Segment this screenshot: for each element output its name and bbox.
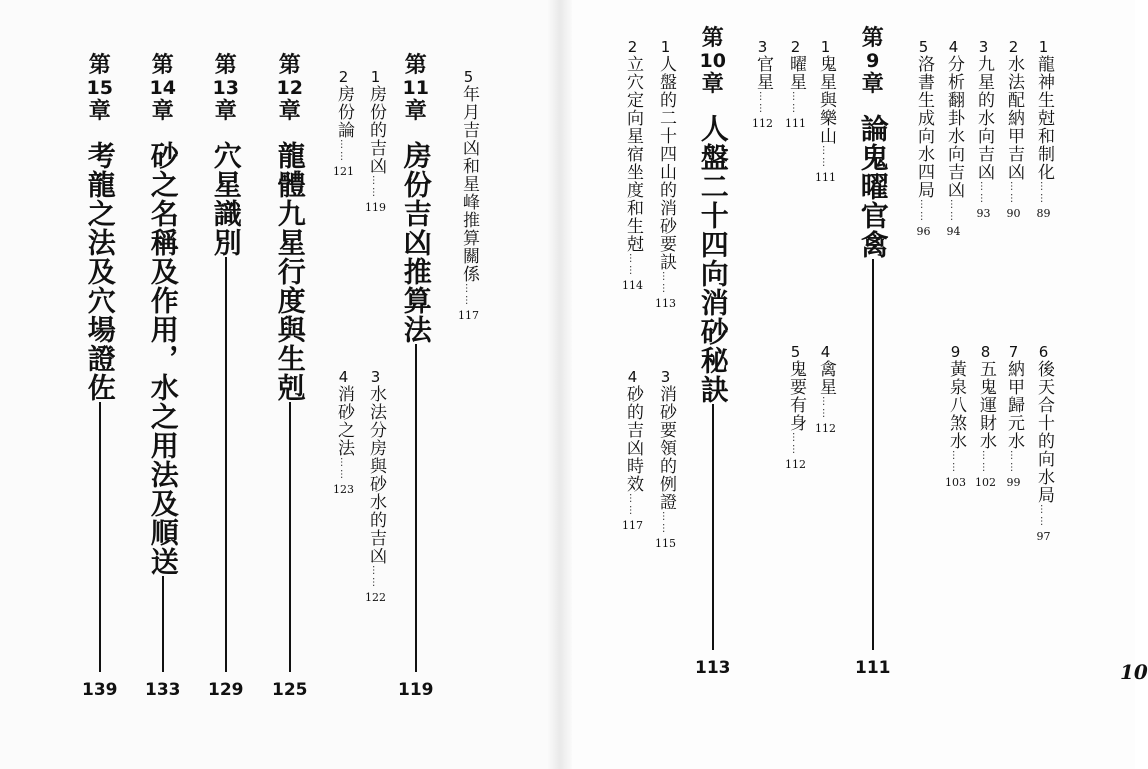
chapter-page: 111 (855, 658, 891, 678)
entry-page: 119 (365, 201, 386, 214)
chapter-suffix: 章 (88, 98, 111, 124)
chapter-suffix: 章 (861, 71, 884, 97)
leader-dots: …… (978, 181, 989, 205)
entry-title: 消砂要領的例證 (656, 385, 676, 511)
leader-dots: …… (757, 91, 768, 115)
leader-dots: …… (370, 175, 381, 199)
entry-title: 龍神生尅和制化 (1034, 55, 1054, 181)
entry-title: 後天合十的向水局 (1034, 360, 1054, 504)
entry-number: 5 (918, 38, 929, 56)
entry-page: 112 (785, 458, 806, 471)
entry-page: 112 (815, 422, 836, 435)
leader-dots: …… (370, 565, 381, 589)
entry-number: 4 (948, 38, 959, 56)
entry-title: 消砂之法 (334, 385, 354, 457)
leader-dots: …… (627, 253, 638, 277)
toc-entry (945, 40, 962, 290)
entry-page: 123 (333, 483, 354, 496)
entry-number: 2 (627, 38, 638, 56)
toc-entry (655, 370, 676, 590)
leader-dots: …… (338, 139, 349, 163)
leader-dots: …… (660, 511, 671, 535)
entry-number: 1 (1038, 38, 1049, 56)
entry-title: 納甲歸元水 (1004, 360, 1024, 450)
chapter-page: 113 (695, 658, 731, 678)
leader-dots: …… (1008, 450, 1019, 474)
chapter-number: 13 (212, 77, 239, 99)
entry-title: 年月吉凶和星峰推算關係 (459, 85, 479, 283)
entry-title: 禽星 (816, 360, 836, 396)
toc-entry (945, 345, 966, 535)
toc-entry (333, 70, 354, 210)
entry-number: 6 (1038, 343, 1049, 361)
entry-number: 4 (338, 368, 349, 386)
toc-entry (1005, 40, 1022, 275)
toc-entry (458, 70, 479, 380)
entry-page: 90 (1006, 207, 1021, 220)
chapter-number: 9 (866, 50, 880, 72)
toc-entry (915, 40, 932, 290)
leader-line (289, 402, 291, 672)
chapter-title: 房份吉凶推算法 (399, 140, 433, 344)
entry-page: 113 (655, 297, 676, 310)
chapter-suffix: 章 (151, 98, 174, 124)
chapter-title: 砂之名稱及作用，水之用法及順送 (146, 140, 180, 576)
chapter-title: 論鬼曜官禽 (856, 113, 890, 259)
entry-page: 112 (752, 117, 773, 130)
leader-dots: …… (338, 457, 349, 481)
entry-title: 人盤的二十四山的消砂要訣 (656, 55, 676, 271)
leader-dots: …… (820, 396, 831, 420)
chapter-10-heading (695, 28, 731, 678)
leader-dots: …… (660, 271, 671, 295)
entry-page: 115 (655, 537, 676, 550)
entry-number: 9 (950, 343, 961, 361)
leader-line (872, 259, 874, 650)
leader-dots: …… (463, 283, 474, 307)
entry-number: 4 (627, 368, 638, 386)
entry-page: 121 (333, 165, 354, 178)
chapter-suffix: 章 (278, 98, 301, 124)
leader-dots: …… (918, 199, 929, 223)
entry-page: 117 (458, 309, 479, 322)
entry-number: 3 (370, 368, 381, 386)
entry-title: 官星 (753, 55, 773, 91)
entry-title: 曜星 (786, 55, 806, 91)
leader-dots: …… (1038, 181, 1049, 205)
entry-page: 103 (945, 476, 966, 489)
entry-page: 97 (1036, 530, 1051, 543)
leader-dots: …… (948, 199, 959, 223)
entry-number: 3 (978, 38, 989, 56)
toc-entry (1035, 40, 1052, 275)
entry-title: 五鬼運財水 (976, 360, 996, 450)
toc-entry (785, 40, 806, 170)
leader-dots: …… (790, 91, 801, 115)
chapter-prefix: 第 (88, 53, 111, 78)
book-gutter (548, 0, 572, 769)
entry-number: 2 (338, 68, 349, 86)
toc-entry (975, 40, 992, 275)
chapter-prefix: 第 (278, 53, 301, 78)
page-number: 10 (1120, 660, 1148, 684)
entry-title: 水法分房與砂水的吉凶 (366, 385, 386, 565)
entry-page: 117 (622, 519, 643, 532)
toc-entry (785, 345, 806, 510)
leader-dots: …… (950, 450, 961, 474)
entry-title: 鬼星與樂山 (816, 55, 836, 145)
toc-entry (815, 345, 836, 470)
chapter-11-heading (398, 55, 434, 700)
entry-title: 立穴定向星宿坐度和生尅 (623, 55, 643, 253)
chapter-14-heading (145, 55, 181, 700)
entry-number: 1 (370, 68, 381, 86)
entry-title: 黃泉八煞水 (946, 360, 966, 450)
leader-line (415, 344, 417, 672)
entry-number: 7 (1008, 343, 1019, 361)
leader-dots: …… (627, 493, 638, 517)
chapter-12-heading (272, 55, 308, 700)
leader-dots: …… (820, 145, 831, 169)
entry-title: 分析翻卦水向吉凶 (944, 55, 964, 199)
entry-page: 122 (365, 591, 386, 604)
leader-line (225, 257, 227, 672)
entry-title: 房份的吉凶 (366, 85, 386, 175)
toc-entry (1035, 345, 1052, 595)
chapter-suffix: 章 (214, 98, 237, 124)
entry-page: 99 (1006, 476, 1021, 489)
chapter-title: 穴星識別 (209, 140, 243, 257)
leader-line (162, 576, 164, 672)
toc-entry (1005, 345, 1022, 535)
chapter-title: 考龍之法及穴場證佐 (83, 140, 117, 402)
entry-number: 5 (463, 68, 474, 86)
leader-dots: …… (1008, 181, 1019, 205)
toc-entry (752, 40, 773, 170)
entry-number: 8 (980, 343, 991, 361)
leader-dots: …… (790, 432, 801, 456)
toc-entry (365, 370, 386, 640)
entry-title: 鬼要有身 (786, 360, 806, 432)
chapter-13-heading (208, 55, 244, 700)
entry-page: 96 (916, 225, 931, 238)
chapter-number: 14 (149, 77, 176, 99)
chapter-number: 11 (402, 77, 429, 99)
entry-number: 3 (660, 368, 671, 386)
entry-number: 2 (790, 38, 801, 56)
entry-number: 1 (660, 38, 671, 56)
chapter-title: 人盤二十四向消砂秘訣 (696, 113, 730, 404)
chapter-15-heading (82, 55, 118, 700)
chapter-prefix: 第 (404, 53, 427, 78)
entry-number: 4 (820, 343, 831, 361)
leader-dots: …… (980, 450, 991, 474)
chapter-suffix: 章 (404, 98, 427, 124)
entry-title: 砂的吉凶時效 (623, 385, 643, 493)
chapter-title: 龍體九星行度與生剋 (273, 140, 307, 402)
chapter-page: 129 (208, 680, 244, 700)
chapter-page: 119 (398, 680, 434, 700)
chapter-9-heading (855, 28, 891, 678)
leader-line (99, 402, 101, 672)
toc-entry (622, 40, 643, 350)
entry-page: 111 (815, 171, 836, 184)
toc-entry (975, 345, 996, 535)
chapter-page: 139 (82, 680, 118, 700)
leader-dots: …… (1038, 504, 1049, 528)
chapter-prefix: 第 (701, 26, 724, 51)
chapter-page: 125 (272, 680, 308, 700)
chapter-number: 15 (86, 77, 113, 99)
chapter-suffix: 章 (701, 71, 724, 97)
entry-page: 114 (622, 279, 643, 292)
toc-entry (365, 70, 386, 255)
chapter-number: 12 (276, 77, 303, 99)
entry-page: 111 (785, 117, 806, 130)
chapter-prefix: 第 (214, 53, 237, 78)
chapter-prefix: 第 (151, 53, 174, 78)
entry-page: 89 (1036, 207, 1051, 220)
entry-number: 5 (790, 343, 801, 361)
chapter-number: 10 (699, 50, 726, 72)
entry-title: 水法配納甲吉凶 (1004, 55, 1024, 181)
entry-page: 94 (946, 225, 961, 238)
leader-line (712, 404, 714, 650)
entry-title: 洛書生成向水四局 (914, 55, 934, 199)
toc-entry (333, 370, 354, 535)
chapter-page: 133 (145, 680, 181, 700)
entry-title: 房份論 (334, 85, 354, 139)
toc-entry (655, 40, 676, 350)
toc-entry (815, 40, 836, 230)
entry-page: 102 (975, 476, 996, 489)
entry-number: 3 (757, 38, 768, 56)
entry-title: 九星的水向吉凶 (974, 55, 994, 181)
entry-number: 2 (1008, 38, 1019, 56)
chapter-prefix: 第 (861, 26, 884, 51)
entry-page: 93 (976, 207, 991, 220)
toc-entry (622, 370, 643, 580)
entry-number: 1 (820, 38, 831, 56)
